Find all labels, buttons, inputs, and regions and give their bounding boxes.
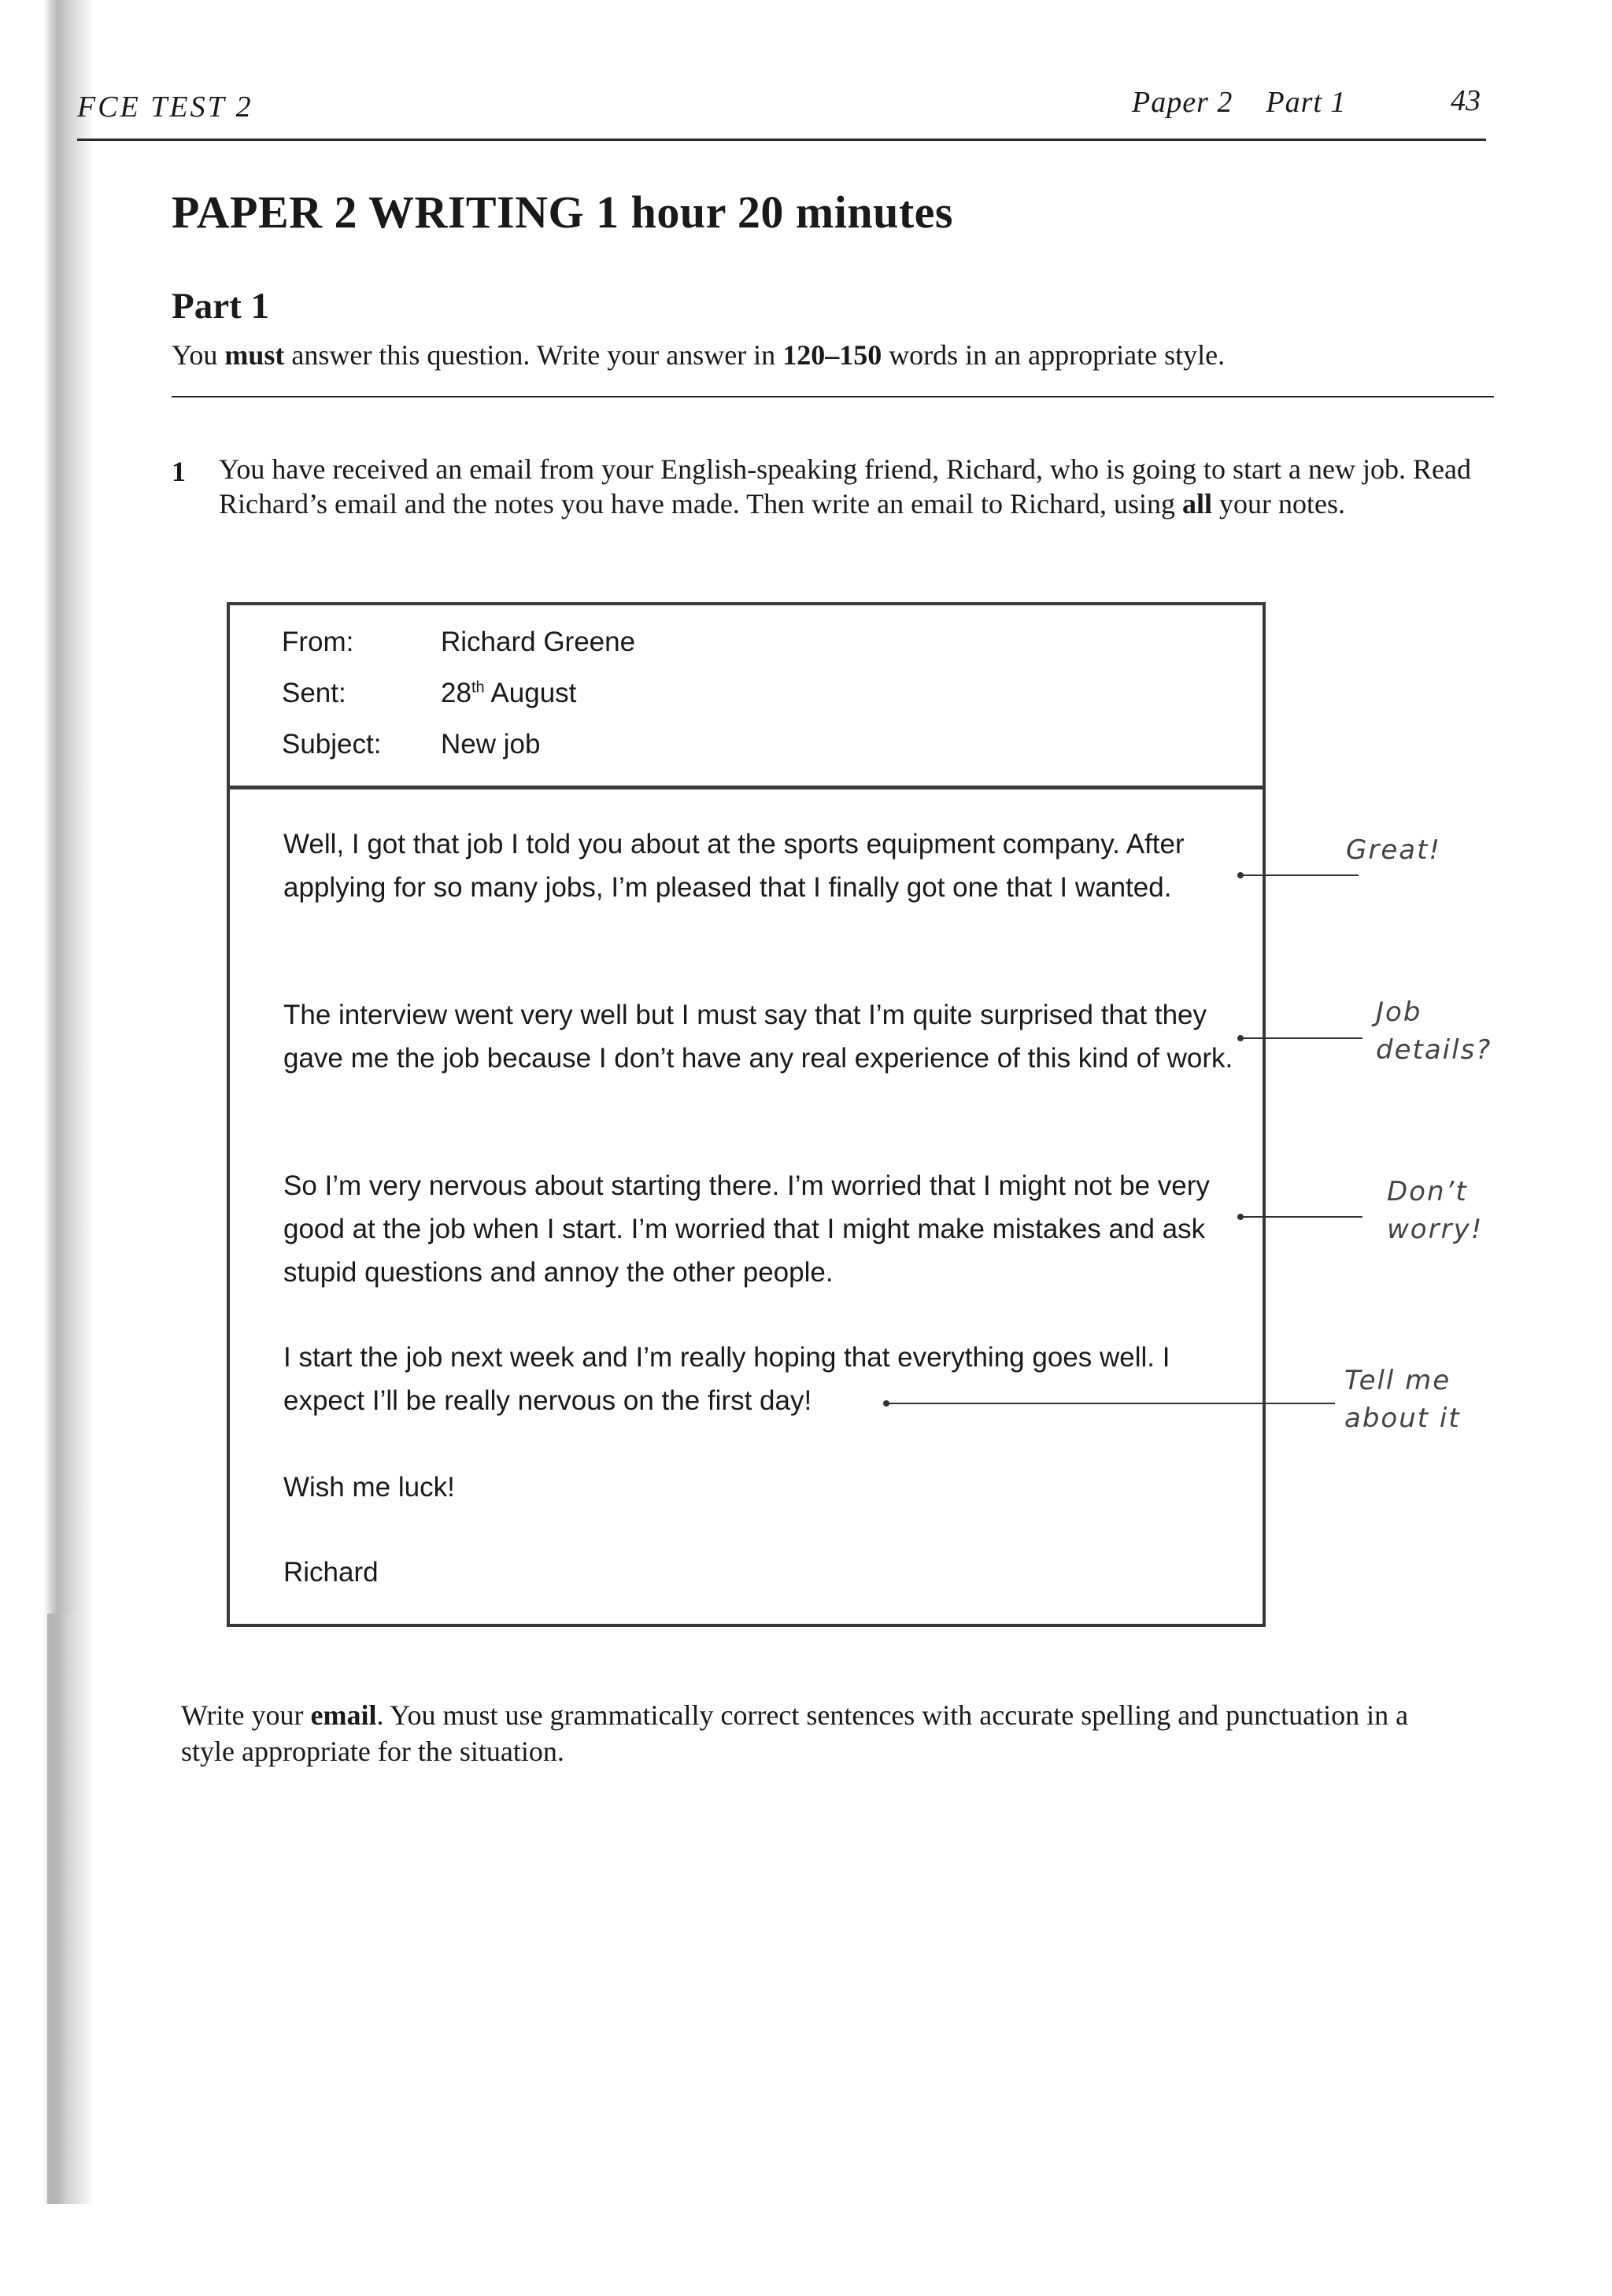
- test-label: FCE TEST 2: [77, 91, 253, 124]
- page-edge-shadow: [47, 1614, 94, 2204]
- email-paragraph: The interview went very well but I must say that I’m quite surprised that they gave me the job because I don’t have any real experience of this kind of work.: [283, 1000, 1233, 1074]
- writing-task-instruction: Write your email. You must use grammatically correct sentences with accurate spelling and punctuation in a style appropriate for the situation.: [181, 1699, 1409, 1767]
- handwritten-note: Don’t worry!: [1387, 1176, 1484, 1245]
- page-number: 43: [1451, 84, 1481, 117]
- header-rule: [77, 139, 1486, 141]
- part-heading: Part 1: [172, 286, 269, 327]
- paper-label: Paper 2: [1132, 86, 1233, 119]
- paper-part-label: [1132, 85, 1346, 120]
- handwritten-note: Job details?: [1376, 996, 1492, 1066]
- question-number: 1: [172, 456, 186, 487]
- email-signature: Richard: [283, 1557, 379, 1588]
- sent-value: 28th August: [441, 678, 577, 708]
- subject-value: New job: [441, 729, 541, 760]
- sent-label: Sent:: [282, 678, 346, 708]
- email-paragraph: Well, I got that job I told you about at the sports equipment company. After applying for so many jobs, I’m pleased that I finally got one that I wanted.: [283, 829, 1185, 903]
- from-label: From:: [282, 627, 354, 657]
- instructions: You must answer this question. Write your answer in 120–150 words in an appropriate style.: [172, 339, 1226, 371]
- subject-label: Subject:: [282, 729, 382, 760]
- email-signoff: Wish me luck!: [283, 1472, 455, 1503]
- note-line: [886, 1403, 1335, 1404]
- question-text: You have received an email from your English-speaking friend, Richard, who is going to start a new job. Read Richard’s email and the notes you have made. Then write an email to Richard, using all your notes.: [219, 453, 1471, 519]
- email-paragraph: So I’m very nervous about starting there. I’m worried that I might not be very good at the job when I start. I’m worried that I might make mistakes and ask stupid questions and annoy the other people.: [283, 1170, 1210, 1288]
- instruction-rule: [172, 396, 1494, 397]
- note-line: [1240, 874, 1359, 876]
- note-line: [1240, 1216, 1362, 1218]
- note-line: [1240, 1037, 1362, 1039]
- from-value: Richard Greene: [441, 627, 636, 657]
- handwritten-note: Great!: [1346, 834, 1442, 866]
- handwritten-note: Tell me about it: [1344, 1365, 1461, 1434]
- page-title: PAPER 2 WRITING 1 hour 20 minutes: [172, 187, 953, 238]
- part-label: Part 1: [1266, 86, 1347, 119]
- email-header-separator: [227, 786, 1266, 789]
- email-paragraph: I start the job next week and I’m really hoping that everything goes well. I expect I’ll be really nervous on the first day!: [283, 1342, 1170, 1416]
